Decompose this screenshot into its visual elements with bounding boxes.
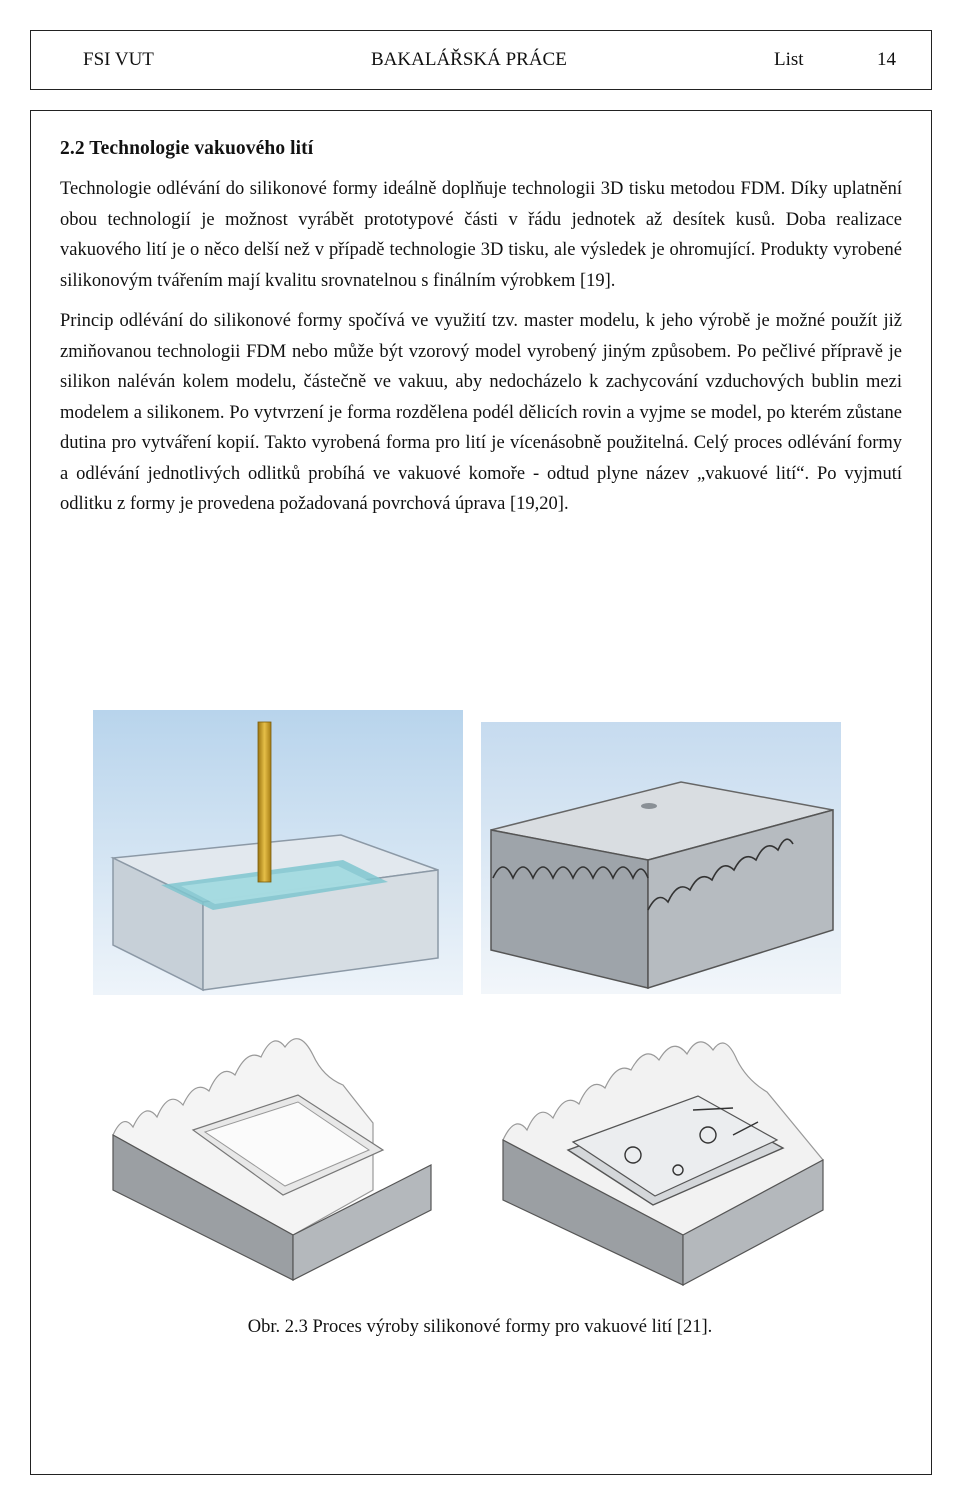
header-page-number: 14 <box>877 49 896 70</box>
page-header <box>30 30 932 90</box>
panel-mold-cavity <box>93 1010 463 1300</box>
section-heading: 2.2 Technologie vakuového lití <box>60 138 314 159</box>
panel-mold-with-model <box>481 1010 841 1300</box>
paragraph-1: Technologie odlévání do silikonové formy ideálně doplňuje technologii 3D tisku metodou FDM. Díky uplatnění obou technologií je možnost vyrábět prototypové části v řádu jednotek až desítek kusů. Doba realizace vakuového lití je o něco delší než v případě technologie 3D tisku, ale výsledek je ohromující. Produkty vyrobené silikonovým tvářením mají kvalitu srovnatelnou s finálním výrobkem [19]. <box>60 179 902 291</box>
mold-process-figure <box>93 710 845 1300</box>
paragraph-2: Princip odlévání do silikonové formy spočívá ve využití tzv. master modelu, k jeho výrobě je možné použít již zmiňovanou technologii FDM nebo může být vzorový model vyrobený jiným způsobem. Po pečlivé přípravě je silikon naléván kolem modelu, částečně ve vakuu, aby nedocházelo k zachycování vzduchových bublin mezi modelem a silikonem. Po vytvrzení je forma rozdělena podél dělicích rovin a vyjme se model, po kterém zůstane dutina pro vytváření kopií. Takto vyrobená forma pro lití je vícenásobně použitelná. Celý proces odlévání formy a odlévání jednotlivých odlitků probíhá ve vakuové komoře - odtud plyne název „vakuové lití“. Po vyjmutí odlitku z formy je provedena požadovaná povrchová úprava [19,20]. <box>60 311 902 514</box>
panel-closed-mold <box>481 722 841 994</box>
panel-silicone-pouring <box>93 710 463 995</box>
header-faculty: FSI VUT <box>83 49 154 70</box>
figure-caption: Obr. 2.3 Proces výroby silikonové formy pro vakuové lití [21]. <box>247 1317 713 1337</box>
header-list-label: List <box>774 49 804 70</box>
page-content <box>60 138 902 530</box>
header-thesis-type: BAKALÁŘSKÁ PRÁCE <box>371 49 567 70</box>
